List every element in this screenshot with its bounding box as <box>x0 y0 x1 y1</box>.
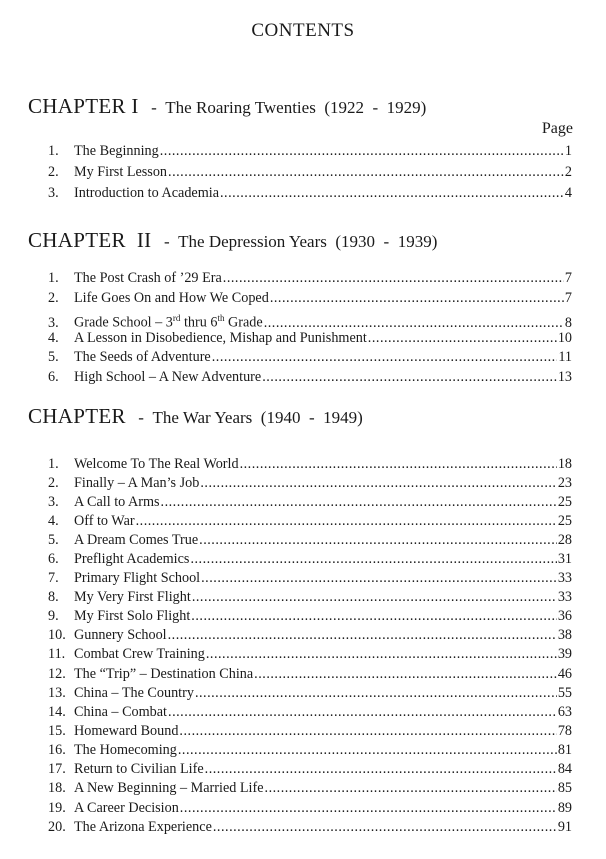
title-part: Grade <box>224 314 263 331</box>
chapter-years: (1940 - 1949) <box>260 408 363 427</box>
entry-title: A New Beginning – Married Life <box>74 780 264 796</box>
entry-number: 4. <box>48 513 59 529</box>
entry-number: 2. <box>48 290 59 306</box>
toc-entry <box>48 288 572 308</box>
toc-entry <box>48 308 572 331</box>
dot-leader <box>206 644 557 664</box>
entry-page: 89 <box>557 800 572 816</box>
dot-leader <box>168 162 564 182</box>
entry-number: 1. <box>48 456 59 472</box>
entry-page: 91 <box>557 819 572 835</box>
dot-leader <box>265 778 557 798</box>
entry-title: Introduction to Academia <box>74 185 219 201</box>
toc-entry <box>48 740 572 760</box>
entry-page: 13 <box>557 369 572 385</box>
entry-title: The Beginning <box>74 143 159 159</box>
toc-entry <box>48 347 572 367</box>
entry-title: Finally – A Man’s Job <box>74 475 200 491</box>
toc-entry <box>48 268 572 288</box>
entry-page: 2 <box>564 164 572 180</box>
entry-title: A Lesson in Disobedience, Mishap and Punishment <box>74 330 367 346</box>
dot-leader <box>136 511 557 531</box>
toc-entry <box>48 367 572 387</box>
entry-title: My First Lesson <box>74 164 168 180</box>
entry-page: 7 <box>564 270 572 286</box>
dot-leader <box>201 568 557 588</box>
chapter-name: The Roaring Twenties <box>165 98 316 117</box>
chapter-dash: - <box>138 408 144 427</box>
chapter-heading-3 <box>28 404 363 429</box>
dot-leader <box>191 606 557 626</box>
dot-leader <box>161 492 557 512</box>
chapter-dash: - <box>151 98 157 117</box>
toc-entry <box>48 644 572 664</box>
entry-number: 7. <box>48 570 59 586</box>
entry-page: 84 <box>557 761 572 777</box>
ordinal-suffix: rd <box>172 313 181 323</box>
dot-leader <box>368 328 557 348</box>
entry-title: Primary Flight School <box>74 570 201 586</box>
entry-title: My Very First Flight <box>74 589 191 605</box>
entry-title: Preflight Academics <box>74 551 190 567</box>
entry-page: 25 <box>557 513 572 529</box>
entry-page: 78 <box>557 723 572 739</box>
toc-entry <box>48 454 572 474</box>
toc-entry <box>48 511 572 531</box>
entry-title: The Post Crash of ’29 Era <box>74 270 222 286</box>
chapter-years: (1930 - 1939) <box>335 232 438 251</box>
entry-number: 5. <box>48 349 59 365</box>
dot-leader <box>262 367 557 387</box>
dot-leader <box>178 740 557 760</box>
toc-entry <box>48 798 572 818</box>
dot-leader <box>212 347 558 367</box>
chapter-heading-2 <box>28 228 437 253</box>
dot-leader <box>168 625 557 645</box>
entry-page: 10 <box>557 330 572 346</box>
entry-title: A Call to Arms <box>74 494 160 510</box>
toc-entry <box>48 702 572 722</box>
entry-title: China – Combat <box>74 704 168 720</box>
entry-page: 11 <box>558 349 572 365</box>
toc-entry <box>48 606 572 626</box>
entry-page: 8 <box>564 314 572 331</box>
entry-number: 4. <box>48 330 59 346</box>
entry-number: 12. <box>48 666 66 682</box>
chapter-years: (1922 - 1929) <box>324 98 427 117</box>
dot-leader <box>270 288 564 308</box>
entry-number: 1. <box>48 143 59 159</box>
entry-number: 3. <box>48 185 59 201</box>
entry-number: 3. <box>48 494 59 510</box>
entry-page: 85 <box>557 780 572 796</box>
dot-leader <box>240 454 557 474</box>
chapter-name: The War Years <box>152 408 253 427</box>
entry-title: The “Trip” – Destination China <box>74 666 254 682</box>
toc-entry <box>48 492 572 512</box>
toc-entry <box>48 141 572 161</box>
entry-page: 23 <box>557 475 572 491</box>
entry-page: 55 <box>557 685 572 701</box>
entry-number: 1. <box>48 270 59 286</box>
chapter-heading-1 <box>28 94 426 119</box>
toc-entry <box>48 721 572 741</box>
entry-number: 6. <box>48 369 59 385</box>
dot-leader <box>200 473 556 493</box>
toc-entry <box>48 183 572 203</box>
toc-entry <box>48 568 572 588</box>
toc-entry <box>48 587 572 607</box>
entry-number: 20. <box>48 819 66 835</box>
entry-page: 31 <box>557 551 572 567</box>
dot-leader <box>168 702 557 722</box>
entry-page: 36 <box>557 608 572 624</box>
entry-page: 4 <box>564 185 572 201</box>
ordinal-suffix: th <box>217 313 225 323</box>
entry-page: 1 <box>564 143 572 159</box>
toc-entry <box>48 530 572 550</box>
entry-title: Off to War <box>74 513 135 529</box>
entry-number: 5. <box>48 532 59 548</box>
toc-entry <box>48 664 572 684</box>
entry-title: Combat Crew Training <box>74 646 205 662</box>
toc-entry <box>48 328 572 348</box>
dot-leader <box>205 759 557 779</box>
entry-number: 3. <box>48 314 59 331</box>
entry-page: 18 <box>557 456 572 472</box>
entry-number: 17. <box>48 761 66 777</box>
entry-page: 39 <box>557 646 572 662</box>
entry-title: The Arizona Experience <box>74 819 212 835</box>
entry-page: 33 <box>557 570 572 586</box>
chapter-name: The Depression Years <box>178 232 327 251</box>
entry-number: 18. <box>48 780 66 796</box>
page-title: CONTENTS <box>251 20 355 41</box>
entry-title: My First Solo Flight <box>74 608 191 624</box>
entry-page: 81 <box>557 742 572 758</box>
entry-page: 33 <box>557 589 572 605</box>
dot-leader <box>213 817 557 837</box>
page-column-label: Page <box>541 120 573 137</box>
toc-entry <box>48 759 572 779</box>
dot-leader <box>160 141 564 161</box>
entry-page: 63 <box>557 704 572 720</box>
dot-leader <box>190 549 556 569</box>
entry-title: China – The Country <box>74 685 194 701</box>
chapter-dash: - <box>163 232 170 251</box>
entry-page: 25 <box>557 494 572 510</box>
dot-leader <box>192 587 557 607</box>
chapter-label: CHAPTER <box>28 404 126 428</box>
entry-title: A Career Decision <box>74 800 179 816</box>
toc-entry <box>48 817 572 837</box>
entry-number: 11. <box>48 646 66 662</box>
title-part: Grade School – 3 <box>74 314 173 331</box>
chapter-label: CHAPTER II <box>28 228 152 252</box>
chapter-label: CHAPTER I <box>28 94 139 118</box>
entry-title: High School – A New Adventure <box>74 369 262 385</box>
entry-number: 13. <box>48 685 66 701</box>
entry-title: The Seeds of Adventure <box>74 349 211 365</box>
toc-entry <box>48 683 572 703</box>
entry-title: Return to Civilian Life <box>74 761 204 777</box>
toc-entry <box>48 625 572 645</box>
entry-title: Welcome To The Real World <box>74 456 239 472</box>
entry-number: 8. <box>48 589 59 605</box>
entry-number: 9. <box>48 608 59 624</box>
dot-leader <box>223 268 564 288</box>
dot-leader <box>195 683 557 703</box>
dot-leader <box>220 183 564 203</box>
entry-number: 15. <box>48 723 66 739</box>
entry-number: 6. <box>48 551 59 567</box>
entry-number: 2. <box>48 164 59 180</box>
dot-leader <box>179 721 556 741</box>
entry-page: 38 <box>557 627 572 643</box>
entry-number: 2. <box>48 475 59 491</box>
toc-entry <box>48 162 572 182</box>
entry-page: 28 <box>557 532 572 548</box>
title-part: thru 6 <box>180 314 218 331</box>
entry-title: Life Goes On and How We Coped <box>74 290 269 306</box>
entry-title: Gunnery School <box>74 627 167 643</box>
entry-number: 10. <box>48 627 66 643</box>
dot-leader <box>199 530 557 550</box>
dot-leader <box>254 664 557 684</box>
toc-entry <box>48 549 572 569</box>
entry-title: A Dream Comes True <box>74 532 199 548</box>
entry-page: 7 <box>564 290 572 306</box>
entry-number: 14. <box>48 704 66 720</box>
entry-title: The Homecoming <box>74 742 177 758</box>
toc-entry <box>48 778 572 798</box>
entry-page: 46 <box>557 666 572 682</box>
dot-leader <box>180 798 557 818</box>
entry-number: 19. <box>48 800 66 816</box>
entry-title: Homeward Bound <box>74 723 179 739</box>
entry-number: 16. <box>48 742 66 758</box>
toc-entry <box>48 473 572 493</box>
